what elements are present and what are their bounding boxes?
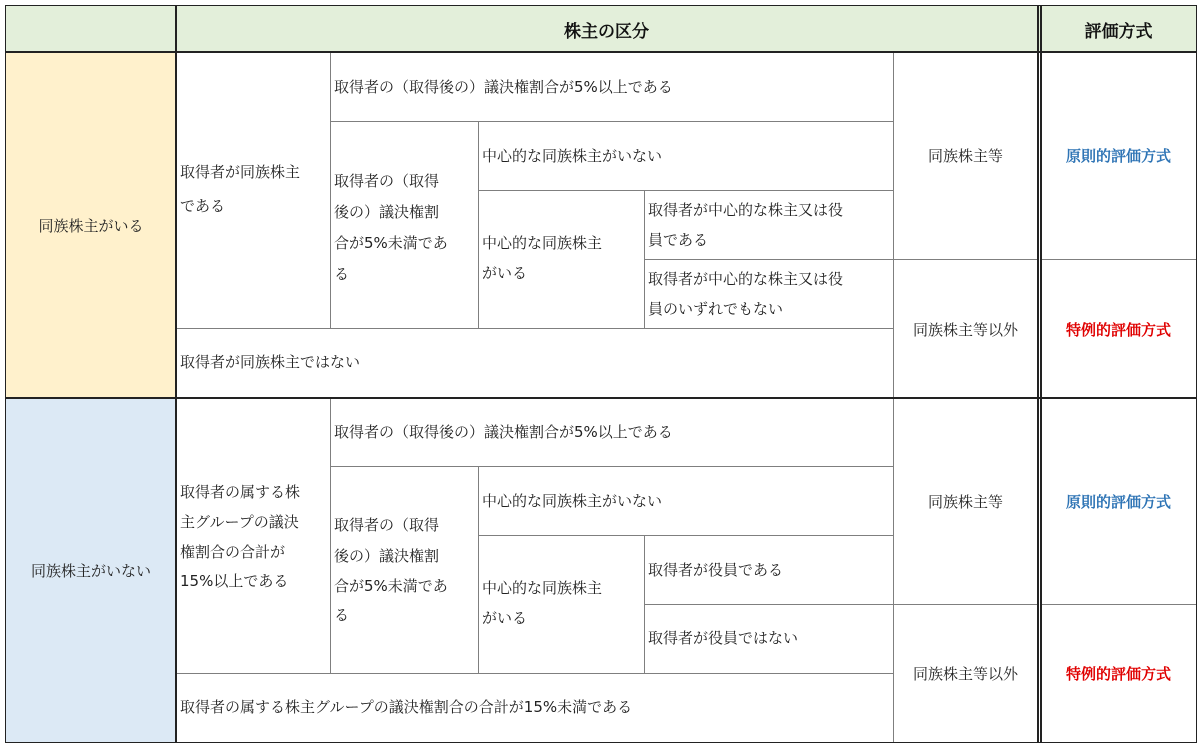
- sub-line: 取得者が中心的な株主又は役: [648, 201, 844, 219]
- holder-line: である: [180, 197, 226, 215]
- cond-line: 取得者の（取得: [334, 172, 440, 190]
- cond-line: 合が5%未満であ: [334, 234, 448, 252]
- cond-line: る: [334, 606, 350, 624]
- section2-label: 同族株主がいない: [30, 561, 151, 580]
- holder-line: 主グループの議決: [180, 513, 299, 531]
- sub-yes: 取得者が役員である: [648, 561, 784, 579]
- central-none: 中心的な同族株主がいない: [482, 492, 663, 510]
- method-special: 特例的評価方式: [1065, 665, 1171, 683]
- method-principle: 原則的評価方式: [1065, 147, 1171, 165]
- sub-line: 員のいずれでもない: [648, 300, 784, 318]
- cls-other: 同族株主等以外: [912, 665, 1018, 683]
- sub-line: 取得者が中心的な株主又は役: [648, 270, 844, 288]
- header-method: 評価方式: [1084, 21, 1153, 42]
- central-none: 中心的な同族株主がいない: [482, 147, 663, 165]
- cls-other: 同族株主等以外: [912, 320, 1018, 339]
- last-row: 取得者の属する株主グループの議決権割合の合計が15%未満である: [180, 698, 633, 716]
- sub-no: 取得者が役員ではない: [648, 629, 799, 647]
- holder-line: 取得者の属する株: [180, 483, 301, 501]
- central-line: 中心的な同族株主: [482, 234, 603, 252]
- cond-5pct-over: 取得者の（取得後の）議決権割合が5%以上である: [334, 78, 673, 96]
- sub-line: 員である: [648, 231, 709, 249]
- cond-line: る: [334, 265, 350, 283]
- cls-same-family: 同族株主等: [927, 492, 1003, 511]
- cond-5pct-over: 取得者の（取得後の）議決権割合が5%以上である: [334, 423, 673, 441]
- last-row: 取得者が同族株主ではない: [180, 353, 361, 371]
- holder-line: 15%以上である: [180, 572, 289, 590]
- method-principle: 原則的評価方式: [1065, 492, 1171, 511]
- cond-line: 取得者の（取得: [334, 516, 440, 534]
- method-special: 特例的評価方式: [1065, 320, 1171, 339]
- holder-line: 権割合の合計が: [180, 543, 286, 561]
- central-line: 中心的な同族株主: [482, 579, 603, 597]
- header-category: 株主の区分: [564, 21, 649, 42]
- cond-line: 合が5%未満であ: [334, 577, 448, 595]
- section1-label: 同族株主がいる: [38, 216, 144, 235]
- central-line: がいる: [482, 264, 528, 282]
- central-line: がいる: [482, 609, 528, 627]
- cls-same-family: 同族株主等: [927, 147, 1003, 165]
- cond-line: 後の）議決権割: [334, 203, 440, 221]
- holder-line: 取得者が同族株主: [180, 163, 301, 181]
- cond-line: 後の）議決権割: [334, 547, 440, 565]
